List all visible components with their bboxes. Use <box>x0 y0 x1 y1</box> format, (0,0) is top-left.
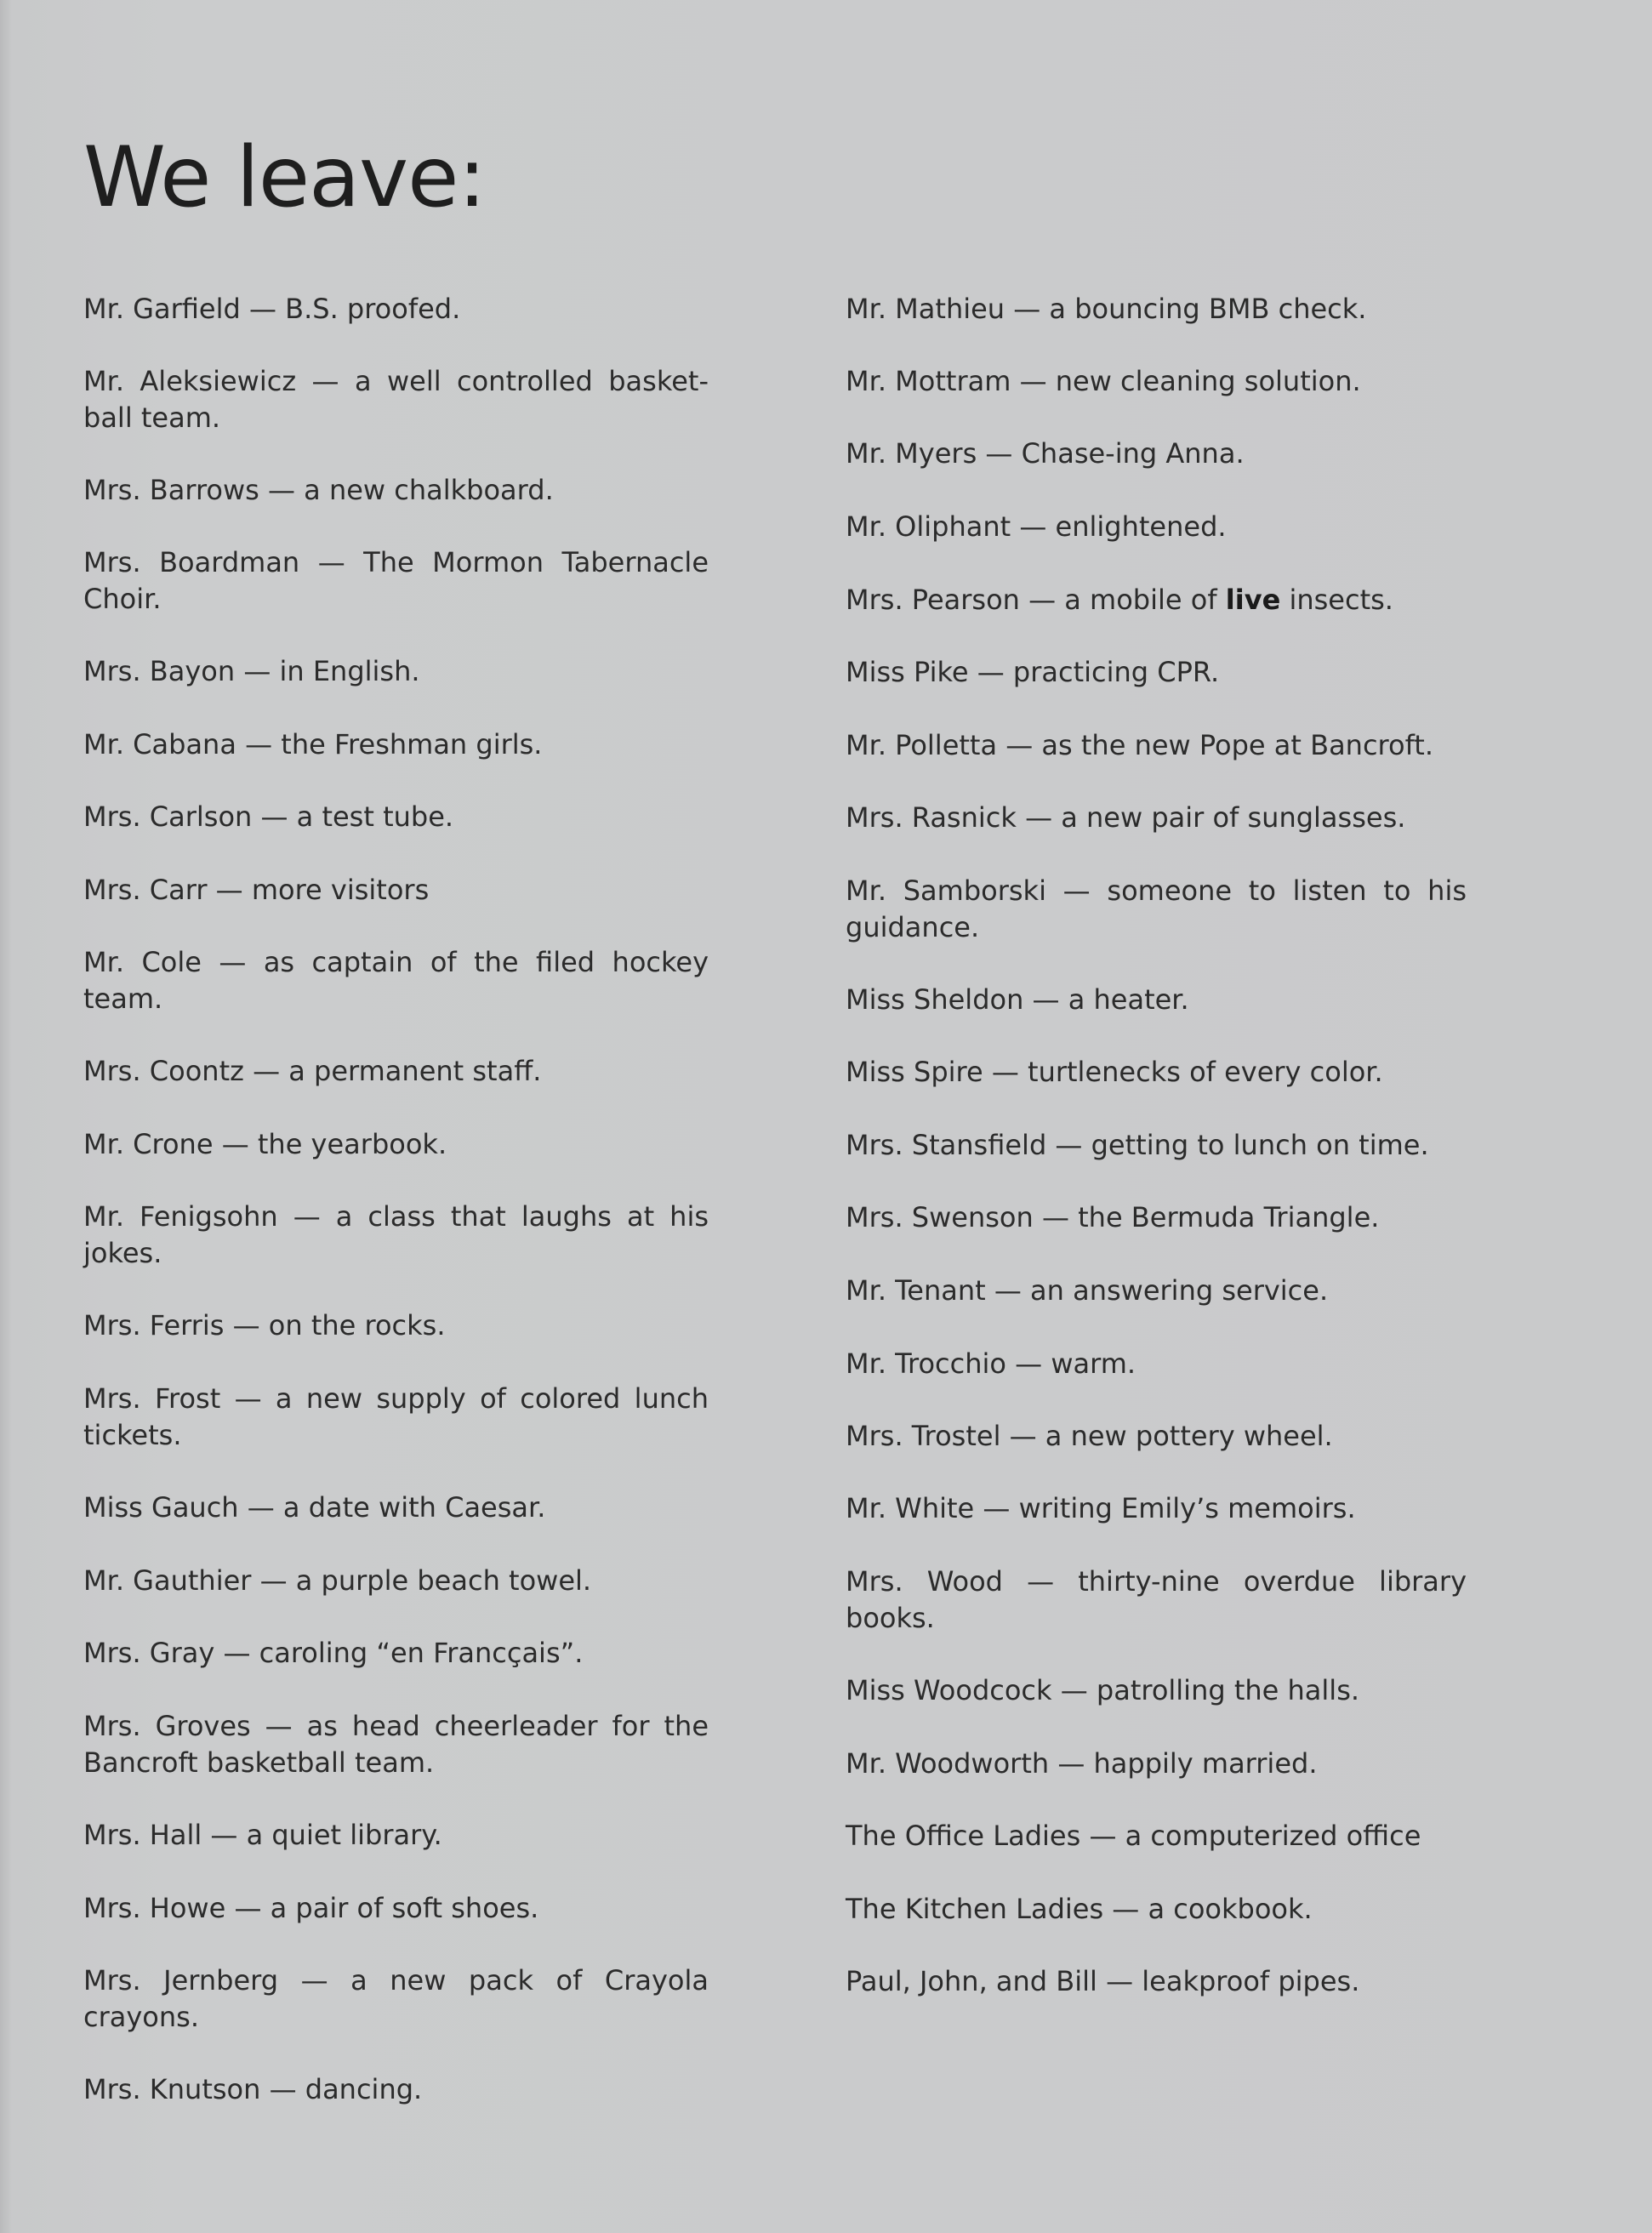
bequest-entry: Mr. Woodworth — happily married. <box>846 1747 1318 1780</box>
bequest-entry: Mr. Myers — Chase-ing Anna. <box>846 437 1245 470</box>
bequest-entry: Mrs. Knutson — dancing. <box>83 2073 423 2105</box>
bequest-entry: Miss Spire — turtlenecks of every color. <box>846 1056 1383 1088</box>
bequest-entry: Mrs. Coontz — a permanent staff. <box>83 1055 542 1087</box>
bequest-entry: Miss Woodcock — patrolling the halls. <box>846 1674 1360 1706</box>
bequest-entry: Mr. Gauthier — a purple beach towel. <box>83 1564 592 1597</box>
bequest-entry-pearson <box>846 582 1467 618</box>
bequest-entry: Mrs. Ferris — on the rocks. <box>83 1309 446 1342</box>
emphasis-text: live <box>1225 584 1281 616</box>
bequest-entry: Mr. Cole — as captain of the filed hockey team. <box>83 946 709 1015</box>
bequest-entry: Mrs. Bayon — in English. <box>83 655 420 687</box>
bequest-entry: Mr. Garfield — B.S. proofed. <box>83 293 461 325</box>
bequest-entry: Mrs. Gray — caroling “en Francçais”. <box>83 1637 584 1669</box>
bequest-entry: Mrs. Stansfield — getting to lunch on time. <box>846 1129 1429 1161</box>
bequest-entry: Mr. Samborski — someone to listen to his guidance. <box>846 874 1467 943</box>
bequest-entry: Mrs. Hall — a quiet library. <box>83 1819 442 1851</box>
page-title: We leave: <box>83 129 486 226</box>
bequest-entry: Miss Gauch — a date with Caesar. <box>83 1491 546 1524</box>
bequest-entry: Mr. Fenigsohn — a class that laughs at his jokes. <box>83 1200 709 1269</box>
bequest-entry: Mr. Tenant — an answering service. <box>846 1274 1329 1307</box>
bequest-entry: Mr. Crone — the yearbook. <box>83 1128 447 1160</box>
bequest-entry: Mrs. Carlson — a test tube. <box>83 800 454 833</box>
bequest-entry: Mr. Mottram — new cleaning solution. <box>846 365 1361 397</box>
bequest-entry: Mrs. Rasnick — a new pair of sunglasses. <box>846 801 1406 834</box>
bequest-entry: Mr. White — writing Emily’s memoirs. <box>846 1492 1356 1524</box>
bequest-entry: Mrs. Groves — as head cheerleader for the Bancroft basketball team. <box>83 1710 709 1779</box>
bequest-entry: Miss Sheldon — a heater. <box>846 983 1189 1016</box>
entry-text: insects. <box>1280 584 1393 616</box>
bequest-entry: Mr. Mathieu — a bouncing BMB check. <box>846 293 1367 325</box>
bequest-entry: Mrs. Barrows — a new chalkboard. <box>83 474 554 506</box>
bequest-entry: Mr. Polletta — as the new Pope at Bancroft. <box>846 729 1433 761</box>
bequest-entry: Mrs. Swenson — the Bermuda Triangle. <box>846 1201 1380 1233</box>
bequest-entry: Mrs. Boardman — The Mormon Tabernacle Choir. <box>83 546 709 615</box>
bequest-entry: The Kitchen Ladies — a cookbook. <box>846 1893 1313 1925</box>
bequest-entry: Mr. Trocchio — warm. <box>846 1347 1136 1380</box>
bequest-entry: Mr. Oliphant — enlightened. <box>846 510 1227 543</box>
bequest-entry: Mrs. Jernberg — a new pack of Crayola crayons. <box>83 1964 709 2033</box>
bequest-entry: Miss Pike — practicing CPR. <box>846 656 1220 688</box>
bequest-entry: Mr. Aleksiewicz — a well controlled basket-ball team. <box>83 365 709 434</box>
bequest-entry: Mrs. Wood — thirty-nine overdue library books. <box>846 1565 1467 1634</box>
bequest-entry: The Office Ladies — a computerized office <box>846 1820 1421 1852</box>
bequest-entry: Mrs. Trostel — a new pottery wheel. <box>846 1420 1333 1452</box>
bequest-entry: Mr. Cabana — the Freshman girls. <box>83 728 543 760</box>
bequest-entry: Mrs. Frost — a new supply of colored lunch tickets. <box>83 1382 709 1451</box>
entry-text: Mrs. Pearson — a mobile of <box>846 584 1226 616</box>
bequest-entry: Paul, John, and Bill — leakproof pipes. <box>846 1965 1360 1997</box>
bequest-entry: Mrs. Carr — more visitors <box>83 874 430 906</box>
bequest-entry: Mrs. Howe — a pair of soft shoes. <box>83 1892 539 1924</box>
